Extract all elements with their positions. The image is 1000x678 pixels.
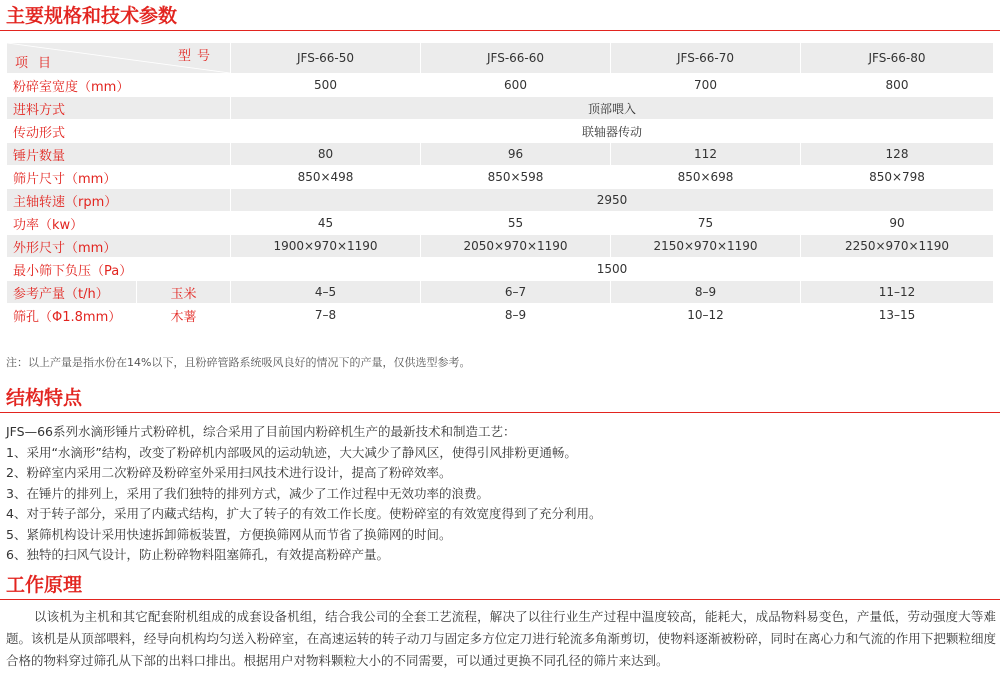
spec-row-dims — [7, 235, 994, 258]
row-label: 参考产量（t/h） — [7, 281, 137, 304]
spec-row-speed — [7, 189, 994, 212]
model-header: JFS-66-80 — [801, 43, 994, 74]
principle-paragraph: 以该机为主机和其它配套附机组成的成套设备机组，结合我公司的全套工艺流程，解决了以往行业生产过程中温度较高，能耗大，成品物料易变色，产量低，劳动强度大等难题。该机是从顶部喂料，经导向机构均匀送入粉碎室，在高速运转的转子动刀与固定多方位定刀进行轮流多角渐剪切，使物料逐渐被粉碎，同时在离心力和气流的作用下把颗粒细度合格的物料穿过筛孔从下部的出料口排出。根据用户对物料颗粒大小的不同需要，可以通过更换不同孔径的筛片来达到。 — [6, 609, 996, 668]
row-label: 粉碎室宽度（mm） — [7, 74, 231, 97]
spec-row-width — [7, 74, 994, 97]
cell-value: 500 — [231, 74, 421, 97]
cell-value: 800 — [801, 74, 994, 97]
spec-row-output-corn — [7, 281, 994, 304]
corner-label-model: 型号 — [177, 49, 216, 64]
row-sublabel: 木薯 — [137, 304, 231, 327]
cell-value: 112 — [611, 143, 801, 166]
cell-value: 55 — [421, 212, 611, 235]
cell-value: 10–12 — [611, 304, 801, 327]
cell-value: 2950 — [231, 189, 994, 212]
cell-value: 7–8 — [231, 304, 421, 327]
spec-row-hammers — [7, 143, 994, 166]
cell-value: 8–9 — [611, 281, 801, 304]
row-label: 最小筛下负压（Pa） — [7, 258, 231, 281]
row-label: 传动形式 — [7, 120, 231, 143]
feature-item: 1、采用“水滴形”结构，改变了粉碎机内部吸风的运动轨迹，大大减少了静风区，使得引风排粉更通畅。 — [6, 444, 577, 460]
spec-row-feed — [7, 97, 994, 120]
row-sublabel: 玉米 — [137, 281, 231, 304]
cell-value: 700 — [611, 74, 801, 97]
features-list — [6, 422, 601, 566]
feature-item: 5、紧筛机构设计采用快速拆卸筛板装置，方便换筛网从而节省了换筛网的时间。 — [6, 526, 452, 542]
cell-value: 6–7 — [421, 281, 611, 304]
cell-value: 11–12 — [801, 281, 994, 304]
cell-value: 联轴器传动 — [231, 120, 994, 143]
cell-value: 96 — [421, 143, 611, 166]
cell-value: 128 — [801, 143, 994, 166]
cell-value: 600 — [421, 74, 611, 97]
feature-item: 3、在锤片的排列上，采用了我们独特的排列方式，减少了工作过程中无效功率的浪费。 — [6, 485, 489, 501]
cell-value: 75 — [611, 212, 801, 235]
row-label: 主轴转速（rpm） — [7, 189, 231, 212]
feature-item: 2、粉碎室内采用二次粉碎及粉碎室外采用扫风技术进行设计，提高了粉碎效率。 — [6, 465, 452, 480]
cell-value: 8–9 — [421, 304, 611, 327]
spec-row-power — [7, 212, 994, 235]
feature-item: 6、独特的扫风气设计，防止粉碎物料阻塞筛孔，有效提高粉碎产量。 — [6, 547, 389, 562]
spec-table — [6, 42, 994, 327]
cell-value: 850×798 — [801, 166, 994, 189]
cell-value: 顶部喂入 — [231, 97, 994, 120]
spec-header-row — [7, 43, 994, 74]
spec-section-divider — [0, 30, 1000, 31]
cell-value: 1500 — [231, 258, 994, 281]
cell-value: 90 — [801, 212, 994, 235]
cell-value: 2250×970×1190 — [801, 235, 994, 258]
spec-section-title: 主要规格和技术参数 — [6, 5, 178, 27]
cell-value: 1900×970×1190 — [231, 235, 421, 258]
principle-section-divider — [0, 599, 1000, 600]
features-section-title: 结构特点 — [6, 387, 83, 409]
row-label: 筛片尺寸（mm） — [7, 166, 231, 189]
spec-row-screen — [7, 166, 994, 189]
cell-value: 13–15 — [801, 304, 994, 327]
features-section-divider — [0, 412, 1000, 413]
spec-note: 注：以上产量是指水份在14%以下，且粉碎管路系统吸风良好的情况下的产量，仅供选型参考。 — [6, 356, 471, 369]
row-label: 外形尺寸（mm） — [7, 235, 231, 258]
row-label: 进料方式 — [7, 97, 231, 120]
model-header: JFS-66-60 — [421, 43, 611, 74]
cell-value: 45 — [231, 212, 421, 235]
spec-row-pressure — [7, 258, 994, 281]
row-label: 功率（kw） — [7, 212, 231, 235]
spec-row-output-cassava — [7, 304, 994, 327]
model-header: JFS-66-50 — [231, 43, 421, 74]
cell-value: 2150×970×1190 — [611, 235, 801, 258]
model-header: JFS-66-70 — [611, 43, 801, 74]
feature-item: 4、对于转子部分，采用了内藏式结构，扩大了转子的有效工作长度。使粉碎室的有效宽度得到了充分利用。 — [6, 506, 602, 521]
cell-value: 850×598 — [421, 166, 611, 189]
feature-intro: JFS—66系列水滴形锤片式粉碎机，综合采用了目前国内粉碎机生产的最新技术和制造工艺： — [6, 424, 516, 439]
cell-value: 850×498 — [231, 166, 421, 189]
spec-corner-cell — [7, 43, 231, 74]
spec-row-drive — [7, 120, 994, 143]
cell-value: 2050×970×1190 — [421, 235, 611, 258]
row-label: 锤片数量 — [7, 143, 231, 166]
cell-value: 4–5 — [231, 281, 421, 304]
corner-label-item: 项目 — [15, 56, 62, 71]
cell-value: 850×698 — [611, 166, 801, 189]
row-label: 筛孔（Φ1.8mm） — [7, 304, 137, 327]
principle-section-title: 工作原理 — [6, 574, 83, 596]
cell-value: 80 — [231, 143, 421, 166]
